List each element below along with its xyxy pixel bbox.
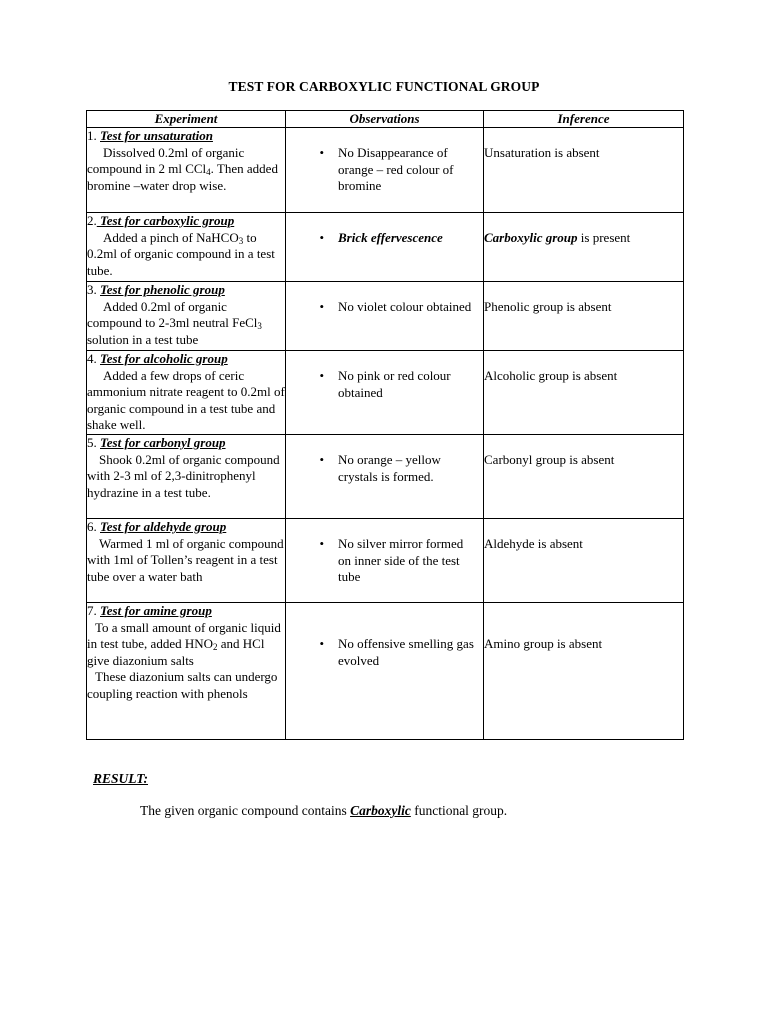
- experiment-text-end: to 0.2ml of organic compound in a test tube.: [87, 229, 275, 278]
- observation-cell: [286, 435, 484, 519]
- inference-text: Carbonyl group is absent: [484, 452, 615, 467]
- experiment-text-end: . Then added bromine –water drop wise.: [87, 161, 278, 193]
- observation-cell: [286, 213, 484, 282]
- observation-text: No pink or red colour obtained: [338, 368, 451, 400]
- observation-text: No orange – yellow crystals is formed.: [338, 452, 441, 484]
- experiment-cell: [87, 519, 286, 603]
- test-number: 4.: [87, 351, 97, 366]
- experiment-cell: [87, 128, 286, 213]
- experiment-cell: [87, 213, 286, 282]
- bullet-icon: •: [319, 368, 324, 383]
- bullet-icon: •: [319, 452, 324, 467]
- inference-cell: [484, 351, 684, 435]
- inference-cell: [484, 519, 684, 603]
- experiment-text-end: and HCl give diazonium salts: [87, 636, 265, 668]
- test-heading: Test for phenolic group: [100, 282, 225, 297]
- observation-text: Brick effervescence: [338, 230, 443, 245]
- tests-table: [86, 110, 684, 740]
- observation-cell: [286, 519, 484, 603]
- test-number: 5.: [87, 435, 97, 450]
- experiment-text: Added 0.2ml of organic compound to 2-3ml neutral FeCl: [87, 298, 258, 331]
- observation-cell: [286, 282, 484, 351]
- experiment-text-end: solution in a test tube: [87, 331, 199, 347]
- inference-text: Phenolic group is absent: [484, 299, 612, 314]
- experiment-text-extra: These diazonium salts can undergo coupling reaction with phenols: [87, 669, 278, 701]
- header-inference: Inference: [484, 111, 684, 128]
- experiment-cell: [87, 435, 286, 519]
- test-heading: Test for carbonyl group: [100, 435, 226, 450]
- test-number: 6.: [87, 519, 97, 534]
- result-text: [140, 803, 507, 819]
- bullet-icon: •: [319, 230, 324, 245]
- table-row: [87, 435, 684, 519]
- result-text-end: functional group.: [410, 803, 508, 818]
- inference-text: Amino group is absent: [484, 636, 603, 651]
- subscript: 3: [257, 321, 262, 332]
- table-row: [87, 128, 684, 213]
- observation-text: No violet colour obtained: [338, 299, 472, 314]
- result-heading: RESULT:: [93, 771, 149, 786]
- experiment-text: To a small amount of organic liquid in test tube, added HNO: [87, 619, 281, 652]
- test-number: 1.: [87, 128, 97, 143]
- bullet-icon: •: [319, 536, 324, 551]
- inference-cell: [484, 282, 684, 351]
- experiment-cell: [87, 282, 286, 351]
- experiment-text: Dissolved 0.2ml of organic compound in 2 ml CCl: [87, 144, 245, 177]
- experiment-text: Added a few drops of ceric ammonium nitrate reagent to 0.2ml of organic compound in a test tube and shake well.: [87, 367, 285, 433]
- bullet-icon: •: [319, 145, 324, 160]
- observation-text: No silver mirror formed on inner side of the test tube: [338, 536, 464, 585]
- header-observations: Observations: [286, 111, 484, 128]
- observation-cell: [286, 603, 484, 740]
- inference-bold: Carboxylic group: [484, 230, 578, 245]
- test-number: 7.: [87, 603, 97, 618]
- inference-cell: [484, 603, 684, 740]
- subscript: 4: [206, 167, 211, 178]
- inference-cell: [484, 128, 684, 213]
- test-number: 3.: [87, 282, 97, 297]
- observation-cell: [286, 128, 484, 213]
- test-heading: Test for alcoholic group: [100, 351, 228, 366]
- inference-text: Alcoholic group is absent: [484, 368, 618, 383]
- test-heading: Test for unsaturation: [100, 128, 213, 143]
- test-heading: Test for aldehyde group: [100, 519, 227, 534]
- observation-text: No offensive smelling gas evolved: [338, 636, 474, 668]
- table-header-row: [87, 111, 684, 128]
- page-title: TEST FOR CARBOXYLIC FUNCTIONAL GROUP: [228, 79, 540, 94]
- inference-text: is present: [577, 230, 631, 245]
- subscript: 2: [213, 642, 218, 653]
- table-row: [87, 603, 684, 740]
- bullet-icon: •: [319, 299, 324, 314]
- test-heading: Test for carboxylic group: [96, 213, 235, 228]
- observation-text: No Disappearance of orange – red colour of bromine: [338, 145, 454, 194]
- experiment-text: Shook 0.2ml of organic compound with 2-3 ml of 2,3-dinitrophenyl hydrazine in a test tube.: [87, 451, 280, 500]
- inference-cell: [484, 213, 684, 282]
- test-number: 2.: [87, 213, 97, 228]
- inference-text: Unsaturation is absent: [484, 145, 600, 160]
- bullet-icon: •: [319, 636, 324, 651]
- result-emphasis: Carboxylic: [350, 803, 411, 818]
- subscript: 3: [238, 235, 244, 246]
- result-text-start: The given organic compound contains: [140, 803, 351, 818]
- inference-cell: [484, 435, 684, 519]
- table-row: [87, 351, 684, 435]
- table-row: [87, 519, 684, 603]
- table-row: [87, 213, 684, 282]
- experiment-text: Added a pinch of NaHCO: [103, 229, 239, 245]
- experiment-cell: [87, 351, 286, 435]
- test-heading: Test for amine group: [100, 603, 212, 618]
- table-row: [87, 282, 684, 351]
- header-experiment: Experiment: [87, 111, 286, 128]
- observation-cell: [286, 351, 484, 435]
- experiment-text: Warmed 1 ml of organic compound with 1ml of Tollen’s reagent in a test tube over a water bath: [87, 535, 284, 584]
- inference-text: Aldehyde is absent: [484, 536, 583, 551]
- experiment-cell: [87, 603, 286, 740]
